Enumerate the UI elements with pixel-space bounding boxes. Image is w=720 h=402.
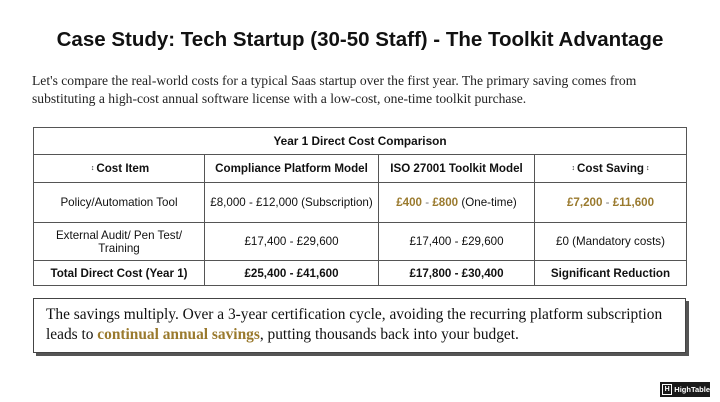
header-toolkit-model: ISO 27001 Toolkit Model	[379, 155, 535, 183]
cell-saving: Significant Reduction	[535, 261, 687, 286]
cell-toolkit: £17,800 - £30,400	[379, 261, 535, 286]
cell-compliance: £17,400 - £29,600	[205, 223, 379, 261]
table-caption-row	[34, 128, 687, 155]
sort-marker-icon: ↕	[90, 165, 95, 173]
table-row	[34, 183, 687, 223]
cell-item: Policy/Automation Tool	[34, 183, 205, 223]
table-row-total	[34, 261, 687, 286]
cost-comparison-table	[33, 127, 687, 286]
logo-icon: H	[662, 384, 672, 395]
cell-toolkit: £17,400 - £29,600	[379, 223, 535, 261]
cell-saving: £0 (Mandatory costs)	[535, 223, 687, 261]
cell-compliance: £25,400 - £41,600	[205, 261, 379, 286]
page-title: Case Study: Tech Startup (30-50 Staff) - The Toolkit Advantage	[56, 28, 664, 51]
sort-marker-icon: ↕	[646, 165, 650, 173]
cell-item: Total Direct Cost (Year 1)	[34, 261, 205, 286]
table-header-row	[34, 155, 687, 183]
hightable-logo	[660, 382, 710, 397]
header-cost-item: ↕ Cost Item	[34, 155, 205, 183]
header-compliance-platform: Compliance Platform Model	[205, 155, 379, 183]
table-row	[34, 223, 687, 261]
cell-compliance: £8,000 - £12,000 (Subscription)	[205, 183, 379, 223]
callout-highlight: continual annual savings	[97, 326, 260, 343]
header-cost-saving: ↕ Cost Saving ↕	[535, 155, 687, 183]
cell-item: External Audit/ Pen Test/ Training	[34, 223, 205, 261]
sort-marker-icon: ↕	[571, 165, 575, 173]
table-caption: Year 1 Direct Cost Comparison	[34, 128, 687, 155]
logo-text: HighTable	[674, 385, 710, 394]
savings-callout: The savings multiply. Over a 3-year certification cycle, avoiding the recurring platform subscription leads to continual annual savings, putting thousands back into your budget.	[33, 298, 686, 353]
intro-paragraph: Let's compare the real-world costs for a typical Saas startup over the first year. The primary saving comes from substituting a high-cost annual software license with a low-cost, one-time toolkit purchase.	[32, 73, 637, 106]
cell-saving: £7,200 - £11,600	[535, 183, 687, 223]
cell-toolkit: £400 - £800 (One-time)	[379, 183, 535, 223]
